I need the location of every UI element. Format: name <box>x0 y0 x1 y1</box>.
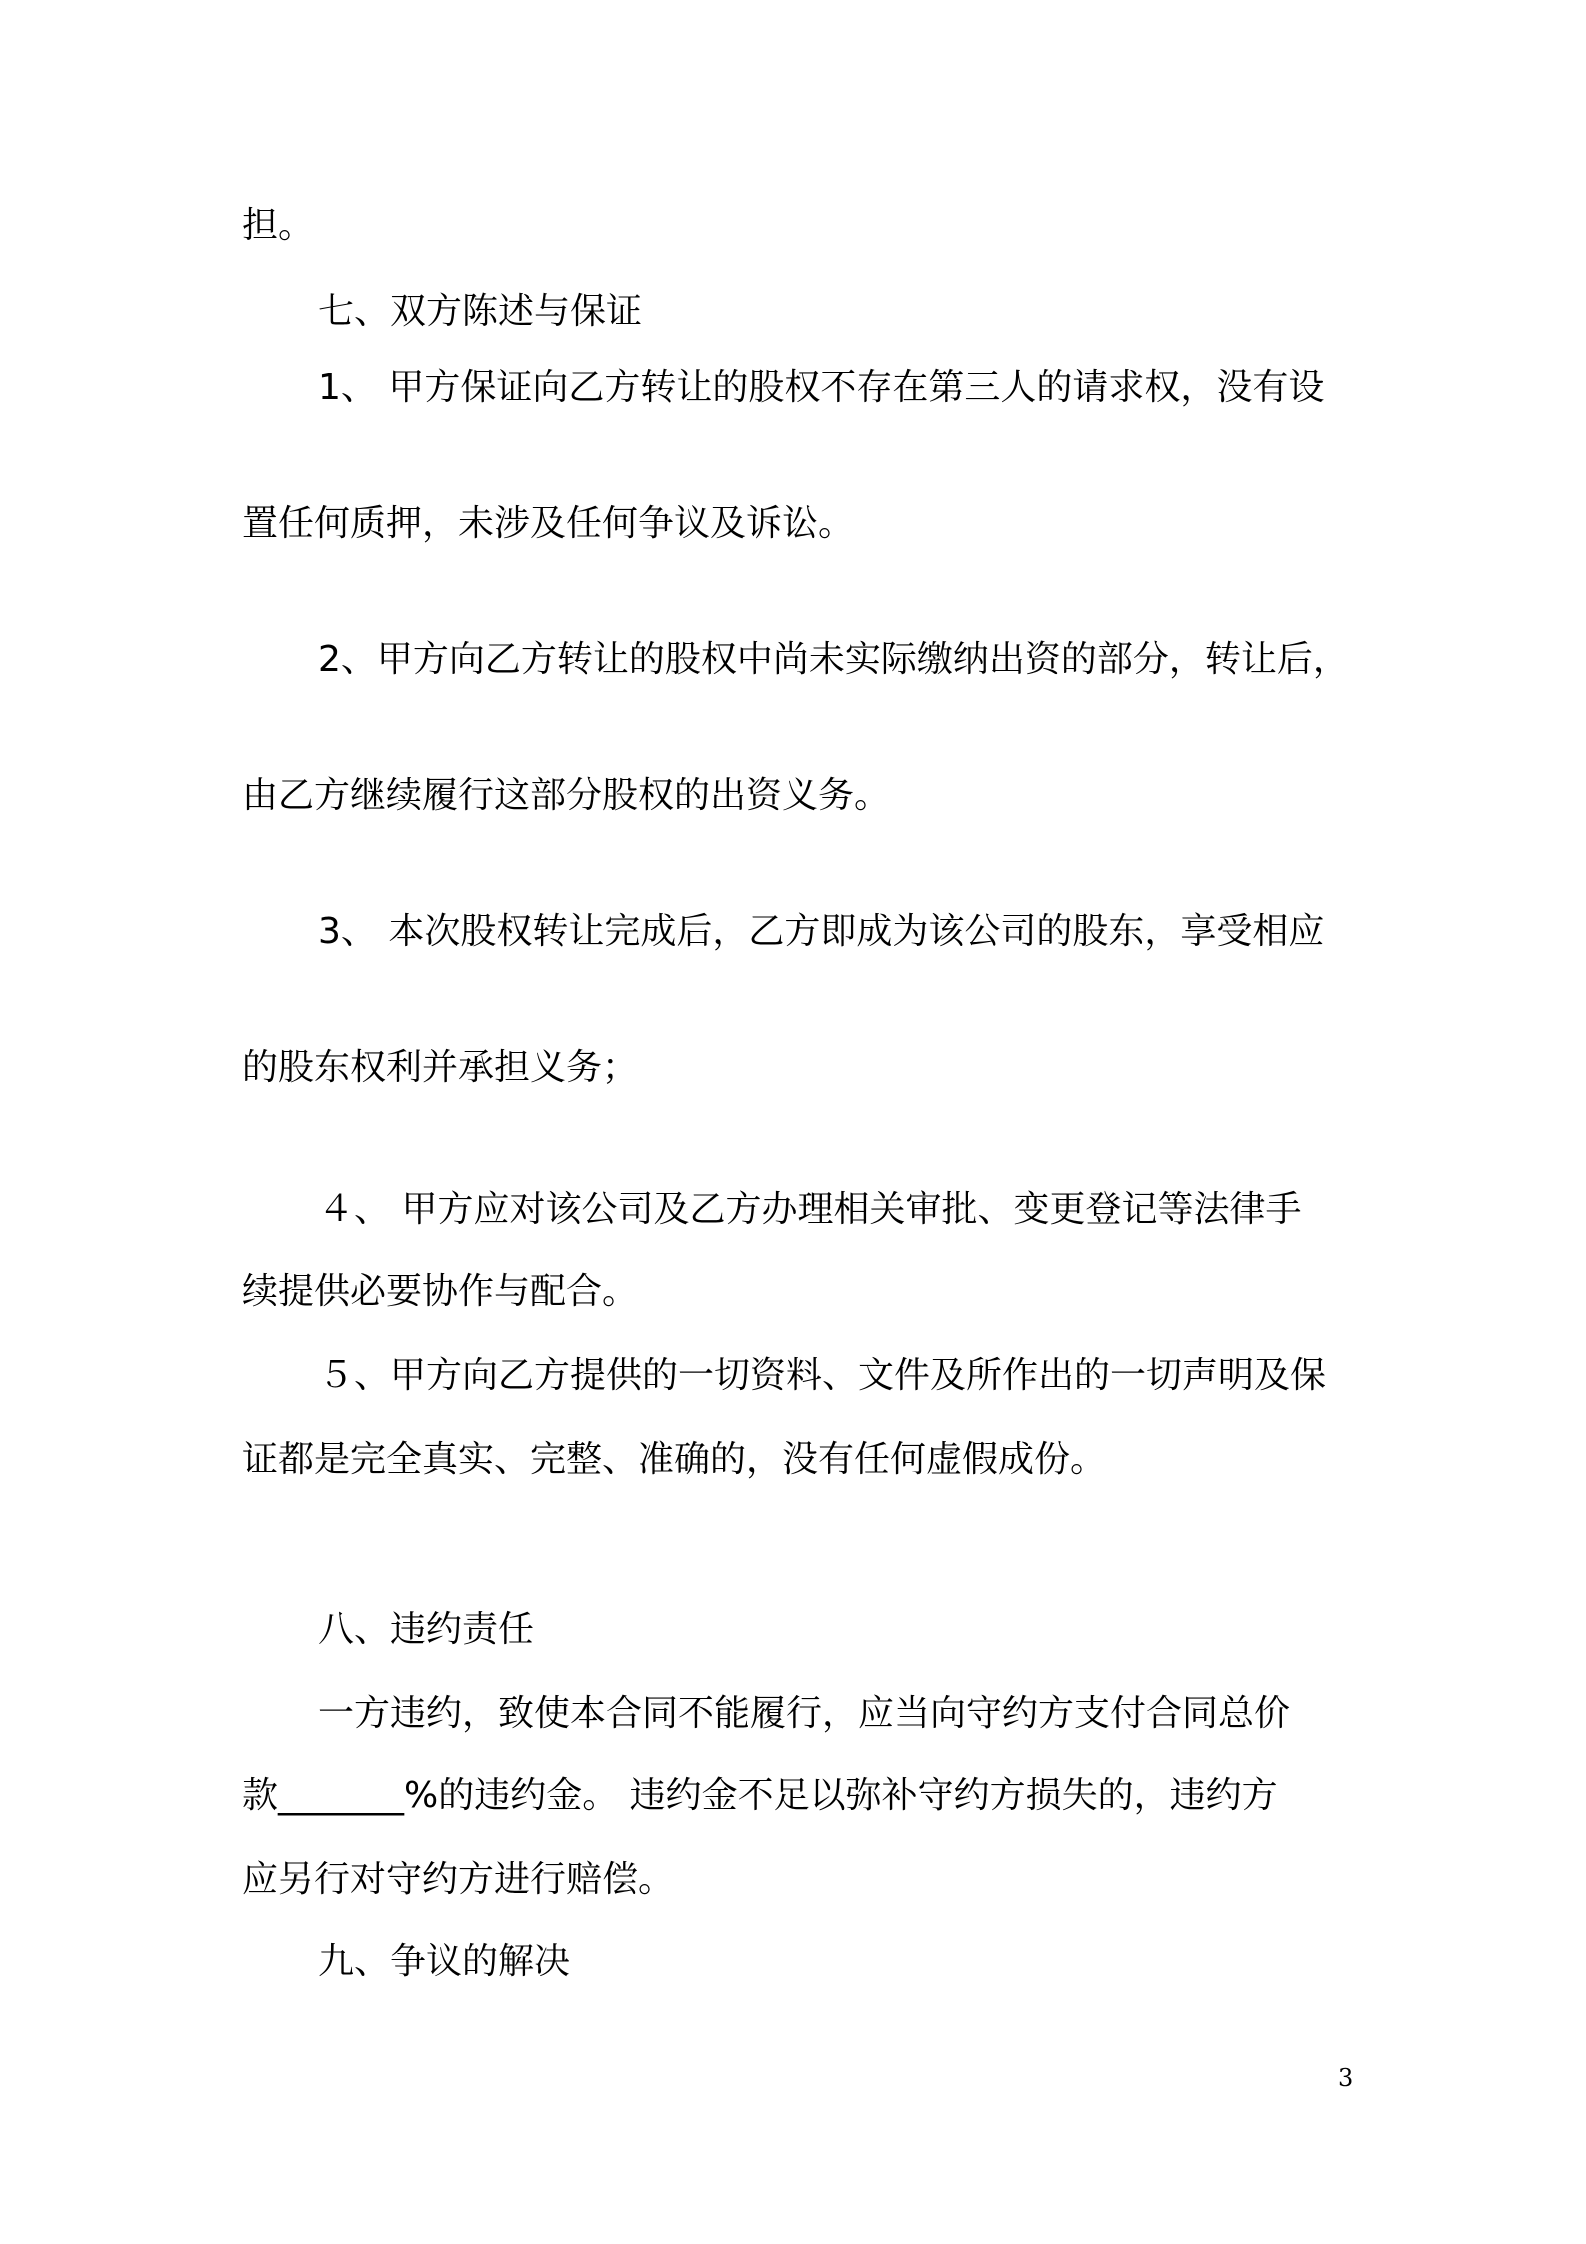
section-heading: 七、双方陈述与保证 <box>318 291 643 332</box>
text-line: 2、甲方向乙方转让的股权中尚未实际缴纳出资的部分，转让后， <box>318 639 1349 680</box>
section-heading: 九、争议的解决 <box>318 1941 571 1982</box>
text-line: 续提供必要协作与配合。 <box>242 1271 639 1312</box>
text-line: 担。 <box>242 205 315 246</box>
text-line: 一方违约，致使本合同不能履行，应当向守约方支付合同总价 <box>318 1693 1291 1734</box>
page-number: 3 <box>1338 2064 1354 2092</box>
text-line: 证都是完全真实、完整、准确的，没有任何虚假成份。 <box>242 1439 1107 1480</box>
text-line: 应另行对守约方进行赔偿。 <box>242 1859 675 1900</box>
section-heading: 八、违约责任 <box>318 1609 535 1650</box>
text-line: 置任何质押，未涉及任何争议及诉讼。 <box>242 503 855 544</box>
text-line: 3、 本次股权转让完成后，乙方即成为该公司的股东，享受相应 <box>318 911 1325 952</box>
text-line: 1、 甲方保证向乙方转让的股权不存在第三人的请求权，没有设 <box>318 367 1325 408</box>
text-line: 由乙方继续履行这部分股权的出资义务。 <box>242 775 891 816</box>
text-line: 款_______%的违约金。 违约金不足以弥补守约方损失的，违约方 <box>242 1775 1278 1816</box>
text-line: ４、 甲方应对该公司及乙方办理相关审批、变更登记等法律手 <box>318 1189 1302 1230</box>
text-line: ５、甲方向乙方提供的一切资料、文件及所作出的一切声明及保 <box>318 1355 1327 1396</box>
text-line: 的股东权利并承担义务； <box>242 1047 639 1088</box>
